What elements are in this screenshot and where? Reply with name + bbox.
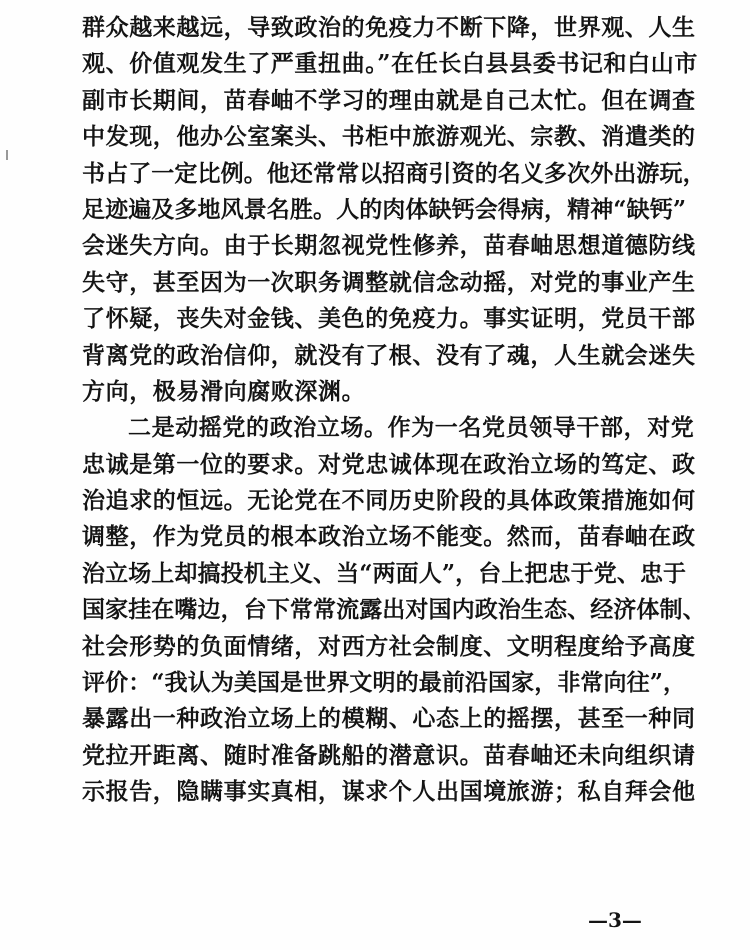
body-text xyxy=(82,10,706,811)
text-line: 足迹遍及多地风景名胜。人的肉体缺钙会得病，精神“缺钙” xyxy=(82,195,687,223)
text-line: 了怀疑，丧失对金钱、美色的免疫力。事实证明，党员干部 xyxy=(82,305,696,333)
text-line: 背离党的政治信仰，就没有了根、没有了魂，人生就会迷失 xyxy=(82,341,696,369)
text-line: 副市长期间，苗春岫不学习的理由就是自己太忙。但在调查 xyxy=(82,86,696,114)
text-line: 书占了一定比例。他还常常以招商引资的名义多次外出游玩， xyxy=(82,159,706,187)
text-line: 治立场上却搞投机主义、当“两面人”，台上把忠于党、忠于 xyxy=(82,559,687,587)
text-line: 忠诚是第一位的要求。对党忠诚体现在政治立场的笃定、政 xyxy=(82,450,696,478)
text-line: 治追求的恒远。无论党在不同历史阶段的具体政策措施如何 xyxy=(82,487,696,515)
text-line: 会迷失方向。由于长期忽视党性修养，苗春岫思想道德防线 xyxy=(82,232,696,260)
text-line: 社会形势的负面情绪，对西方社会制度、文明程度给予高度 xyxy=(82,632,696,660)
text-line: 评价：“我认为美国是世界文明的最前沿国家，非常向往”， xyxy=(82,669,687,697)
margin-mark xyxy=(6,150,8,160)
text-line: 国家挂在嘴边，台下常常流露出对国内政治生态、经济体制、 xyxy=(82,596,706,624)
page-number: —3— xyxy=(588,908,642,932)
text-line: 党拉开距离、随时准备跳船的潜意识。苗春岫还未向组织请 xyxy=(82,741,696,769)
text-line: 群众越来越远，导致政治的免疫力不断下降，世界观、人生 xyxy=(82,14,696,41)
paragraph-first-line: 二是动摇党的政治立场。作为一名党员领导干部，对党 xyxy=(128,414,695,442)
text-line: 方向，极易滑向腐败深渊。 xyxy=(82,377,366,405)
text-line: 失守，甚至因为一次职务调整就信念动摇，对党的事业产生 xyxy=(82,268,696,296)
text-line: 观、价值观发生了严重扭曲。”在任长白县县委书记和白山市 xyxy=(82,50,698,78)
text-line: 暴露出一种政治立场上的模糊、心态上的摇摆，甚至一种同 xyxy=(82,705,696,733)
text-line: 调整，作为党员的根本政治立场不能变。然而，苗春岫在政 xyxy=(82,523,696,551)
text-line: 示报告，隐瞒事实真相，谋求个人出国境旅游；私自拜会他 xyxy=(82,778,696,806)
text-line: 中发现，他办公室案头、书柜中旅游观光、宗教、消遣类的 xyxy=(82,123,696,151)
